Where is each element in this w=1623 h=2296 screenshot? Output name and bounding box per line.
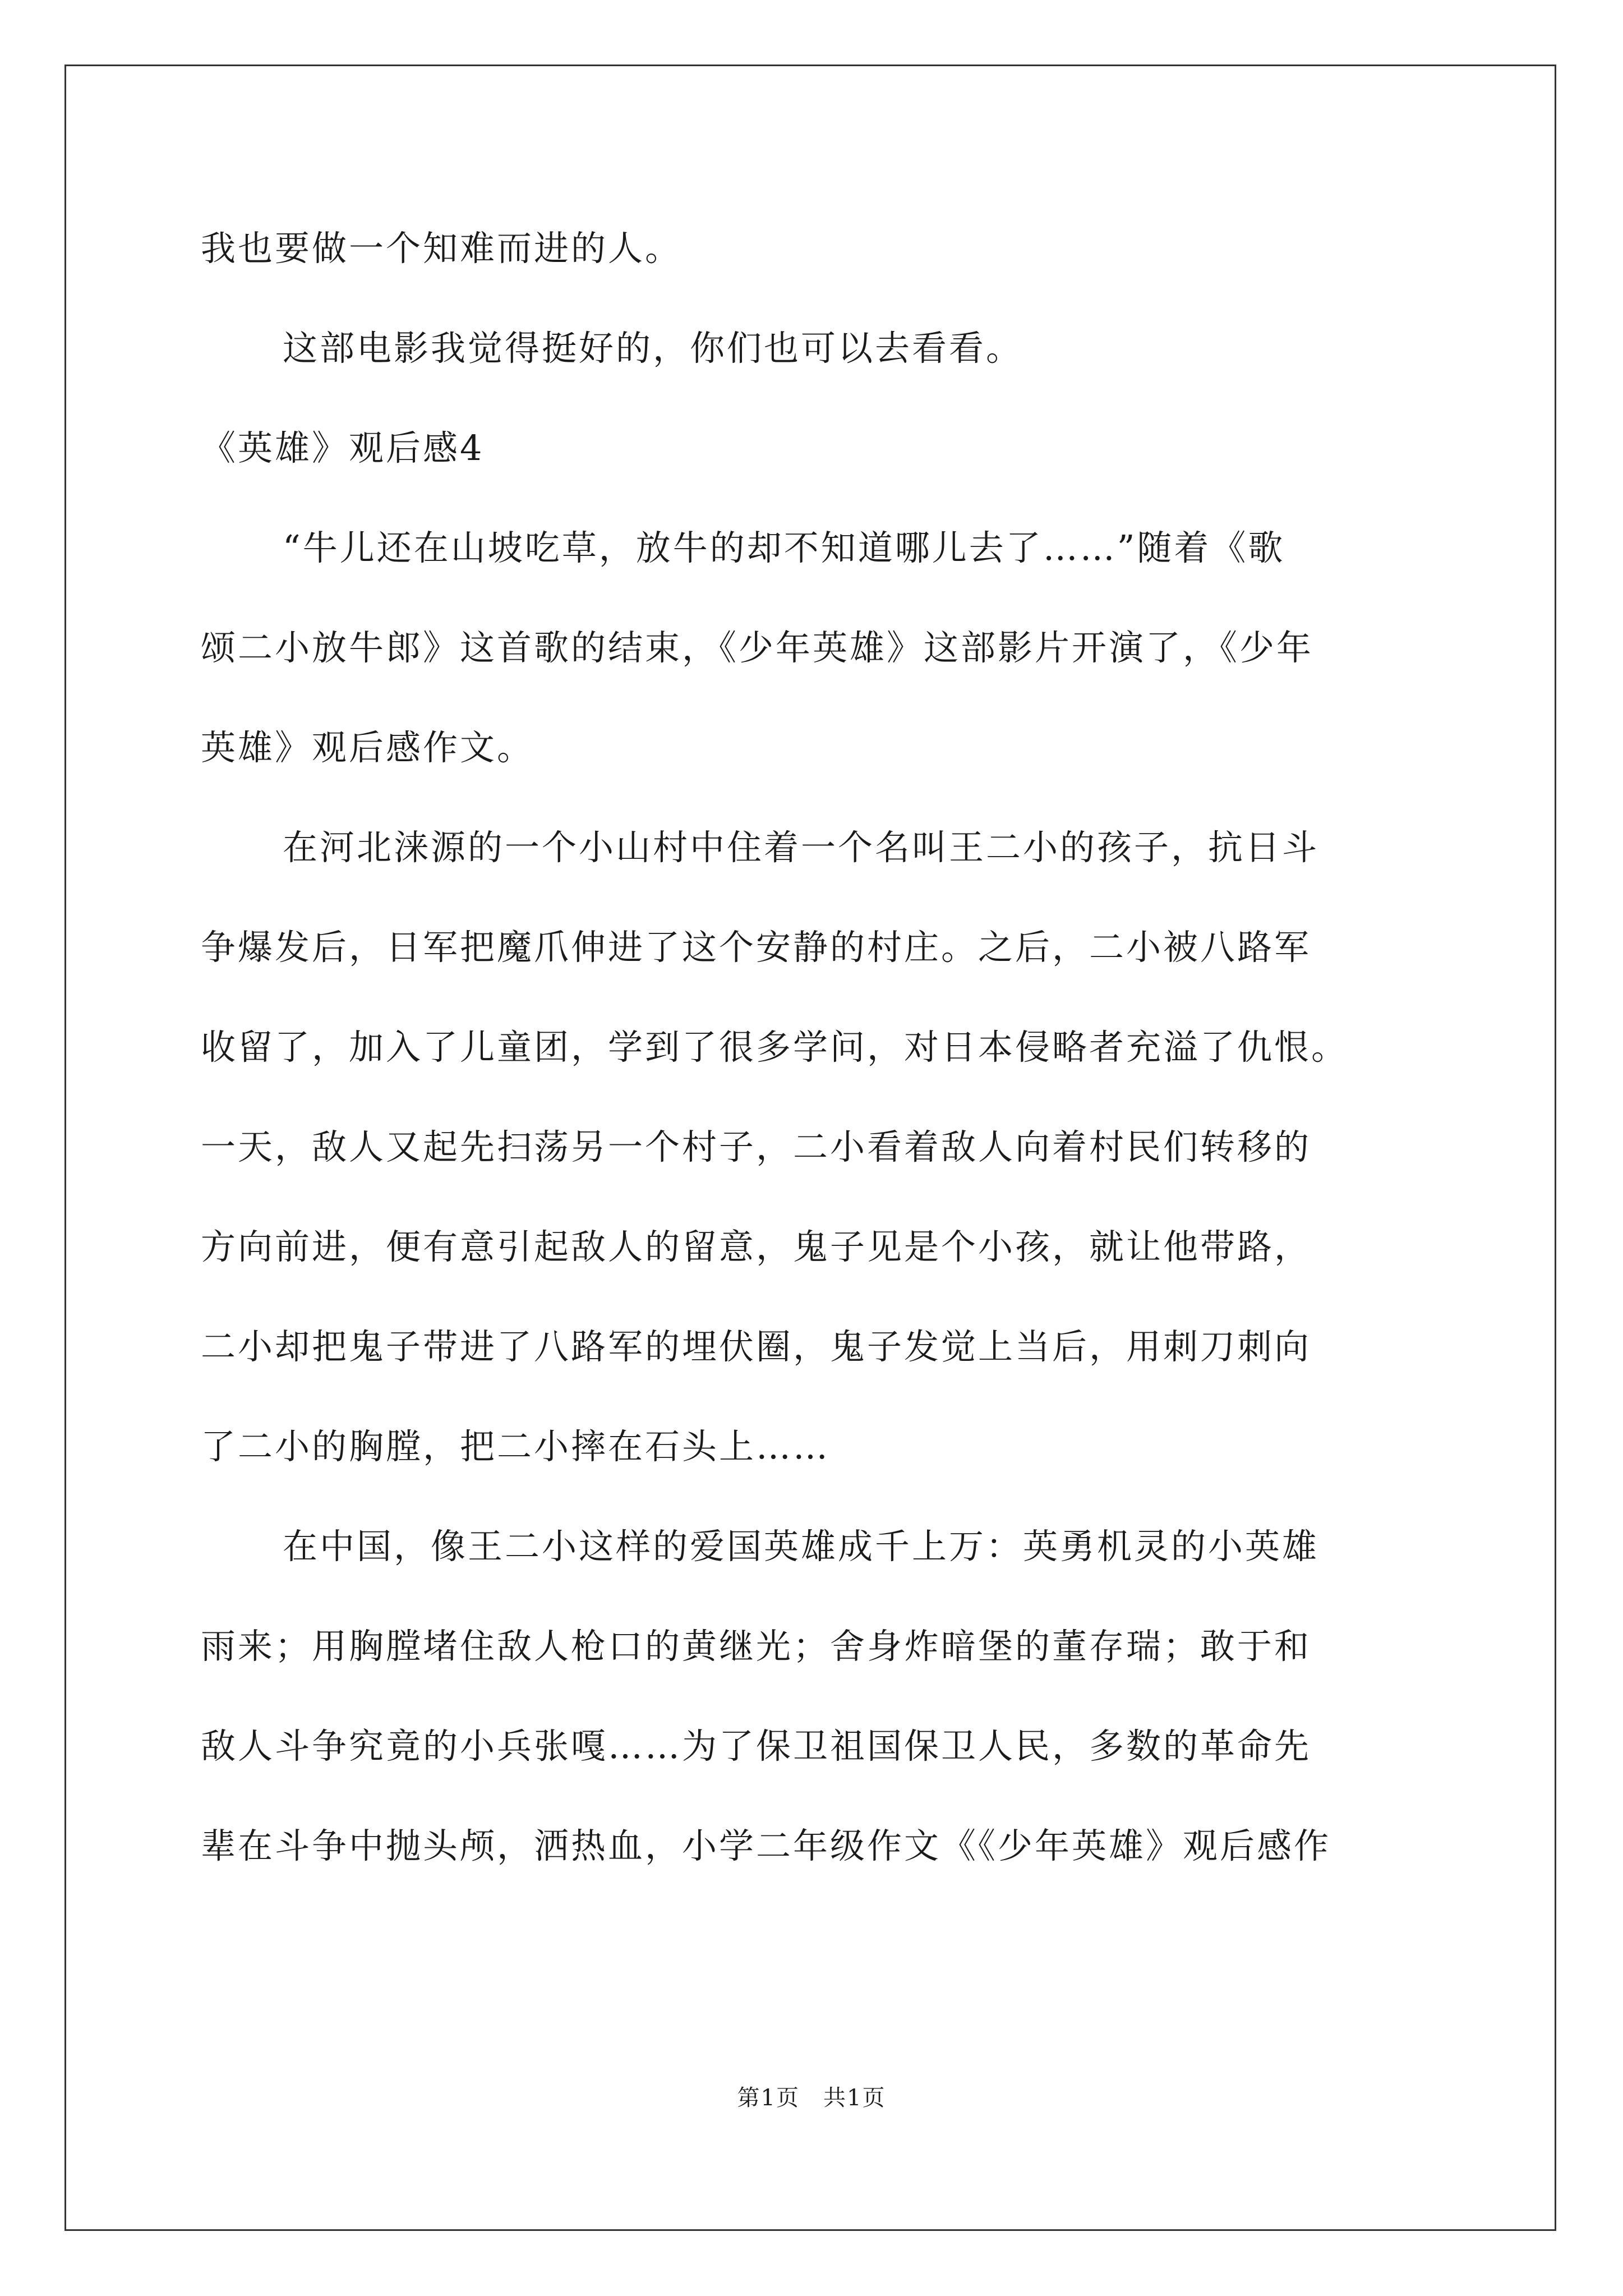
text-line: 争爆发后，日军把魔爪伸进了这个安静的村庄。之后，二小被八路军 — [201, 927, 1312, 968]
text-line: 这部电影我觉得挺好的，你们也可以去看看。 — [283, 328, 1023, 369]
text-line: 敌人斗争究竟的小兵张嘎……为了保卫祖国保卫人民，多数的革命先 — [201, 1726, 1312, 1766]
text-line: 辈在斗争中抛头颅，洒热血，小学二年级作文《《少年英雄》观后感作 — [201, 1825, 1331, 1866]
text-line: 我也要做一个知难而进的人。 — [201, 228, 683, 269]
text-line: 收留了，加入了儿童团，学到了很多学问，对日本侵略者充溢了仇恨。 — [201, 1027, 1349, 1068]
text-line: 英雄》观后感作文。 — [201, 727, 534, 768]
page-footer: 第1页 共1页 — [737, 2085, 886, 2111]
text-line: 了二小的胸膛，把二小摔在石头上…… — [201, 1426, 831, 1467]
section-heading: 《英雄》观后感4 — [201, 427, 485, 468]
text-line: 雨来；用胸膛堵住敌人枪口的黄继光；舍身炸暗堡的董存瑞；敢于和 — [201, 1626, 1312, 1667]
text-line: 一天，敌人又起先扫荡另一个村子，二小看着敌人向着村民们转移的 — [201, 1126, 1312, 1167]
text-line: “牛儿还在山坡吃草，放牛的却不知道哪儿去了……”随着《歌 — [283, 527, 1285, 568]
text-line: 颂二小放牛郎》这首歌的结束，《少年英雄》这部影片开演了，《少年 — [201, 627, 1314, 668]
text-line: 在中国，像王二小这样的爱国英雄成千上万：英勇机灵的小英雄 — [283, 1526, 1320, 1567]
text-line: 方向前进，便有意引起敌人的留意，鬼子见是个小孩，就让他带路， — [201, 1226, 1312, 1267]
document-body — [201, 223, 1441, 1921]
text-line: 二小却把鬼子带进了八路军的埋伏圈，鬼子发觉上当后，用刺刀刺向 — [201, 1326, 1312, 1367]
text-line: 在河北涞源的一个小山村中住着一个名叫王二小的孩子，抗日斗 — [283, 827, 1320, 868]
